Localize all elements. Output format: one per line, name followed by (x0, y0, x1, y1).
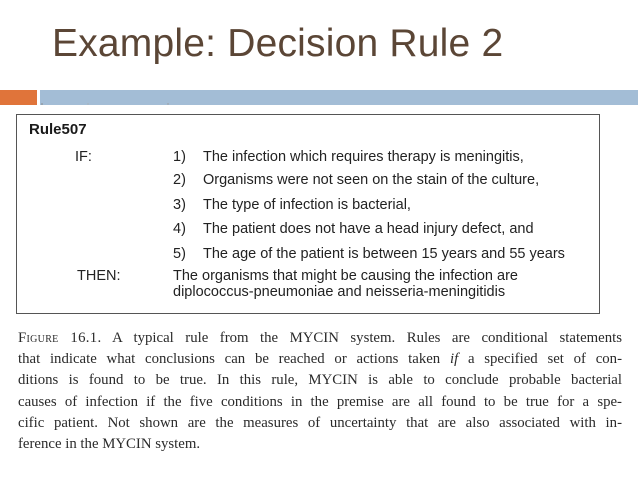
scan-specks (38, 103, 188, 105)
if-keyword: IF: (75, 149, 92, 165)
caption-emphasis: if (449, 351, 459, 368)
condition-text: The patient does not have a head injury defect, and (203, 221, 534, 237)
caption-line (18, 349, 622, 370)
caption-line (18, 328, 622, 349)
condition-item (173, 197, 411, 213)
caption-text: that indicate what conclusions can be reached or actions taken (18, 351, 450, 368)
then-keyword: THEN: (77, 268, 121, 284)
condition-number: 1) (173, 149, 186, 165)
rule-box (16, 114, 600, 314)
caption-text: a specified set of con- (458, 351, 623, 368)
slide-title: Example: Decision Rule 2 (52, 22, 504, 65)
caption-line: causes of infection if the five conditions in the premise are all found to be true for a spe- (18, 393, 622, 410)
accent-bar-orange (0, 90, 37, 105)
condition-number: 5) (173, 246, 186, 262)
condition-number: 3) (173, 197, 186, 213)
figure-caption (18, 328, 622, 455)
condition-item (173, 149, 524, 165)
condition-text: The infection which requires therapy is meningitis, (203, 149, 524, 165)
condition-item (173, 172, 539, 188)
condition-number: 2) (173, 172, 186, 188)
condition-text: Organisms were not seen on the stain of the culture, (203, 172, 540, 188)
caption-line: ditions is found to be true. In this rule, MYCIN is able to conclude probable bacterial (18, 372, 622, 389)
figure-label: Figure 16.1. (18, 330, 102, 346)
condition-item (173, 221, 534, 237)
condition-text: The type of infection is bacterial, (203, 197, 411, 213)
rule-name: Rule507 (29, 121, 87, 138)
then-conclusion (173, 268, 518, 300)
then-line: The organisms that might be causing the infection are (173, 268, 518, 284)
caption-text: A typical rule from the MYCIN system. Rules are conditional statements (101, 330, 622, 346)
caption-line: cific patient. Not shown are the measures of uncertainty that are also associated with in- (18, 414, 622, 431)
condition-text: The age of the patient is between 15 years and 55 years (203, 246, 565, 262)
then-line: diplococcus-pneumoniae and neisseria-meningitidis (173, 284, 506, 300)
condition-number: 4) (173, 221, 186, 237)
caption-line: ference in the MYCIN system. (18, 436, 201, 453)
condition-item (173, 246, 565, 262)
